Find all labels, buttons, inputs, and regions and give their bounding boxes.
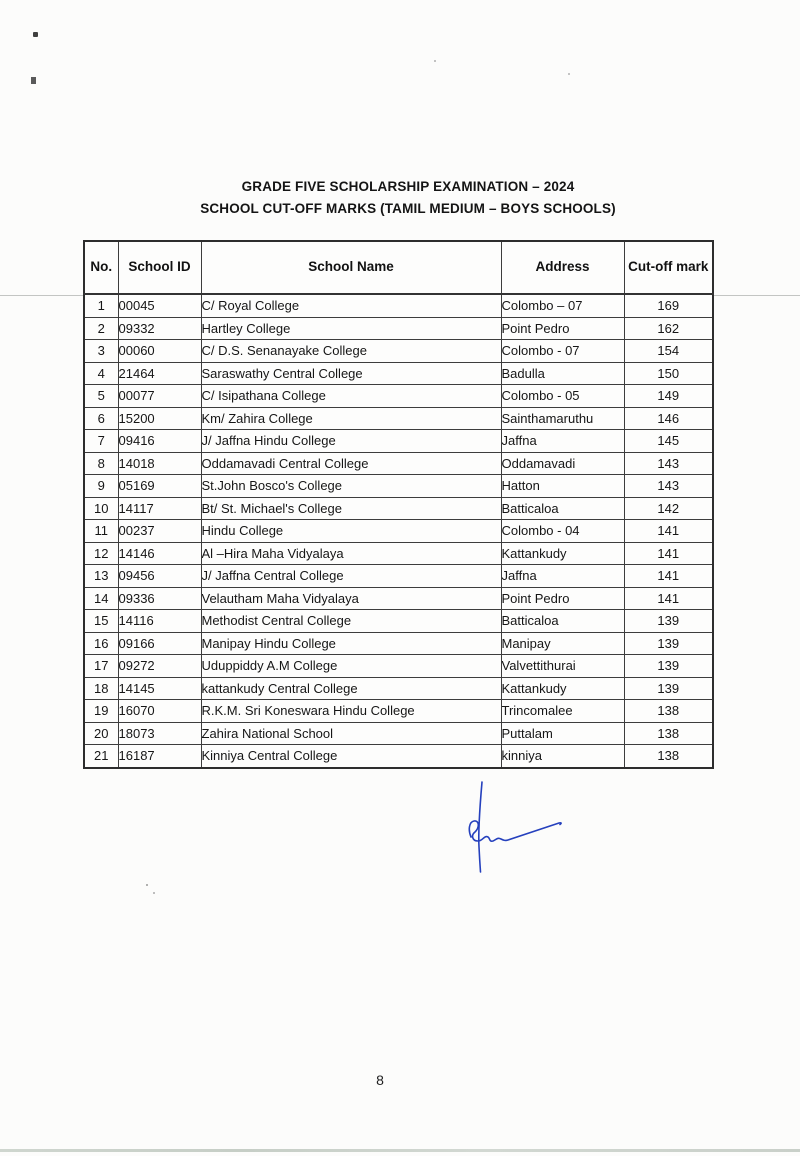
table-row <box>84 340 713 363</box>
cell-school-name: Hartley College <box>201 317 501 340</box>
cell-school-id: 09332 <box>118 317 201 340</box>
cell-cutoff-mark: 141 <box>624 542 713 565</box>
cell-address: Colombo - 04 <box>501 520 624 543</box>
cell-school-id: 00045 <box>118 294 201 317</box>
table-row <box>84 542 713 565</box>
cell-school-name: J/ Jaffna Central College <box>201 565 501 588</box>
cell-address: Oddamavadi <box>501 452 624 475</box>
cell-cutoff-mark: 139 <box>624 677 713 700</box>
signature-stroke-vertical <box>479 782 482 872</box>
cell-school-id: 14018 <box>118 452 201 475</box>
cell-address: Colombo - 05 <box>501 385 624 408</box>
cell-school-name: kattankudy Central College <box>201 677 501 700</box>
cell-school-name: C/ D.S. Senanayake College <box>201 340 501 363</box>
table-row <box>84 677 713 700</box>
table-row <box>84 745 713 768</box>
cell-school-name: C/ Isipathana College <box>201 385 501 408</box>
cell-school-id: 18073 <box>118 722 201 745</box>
cell-no: 21 <box>84 745 118 768</box>
cell-no: 19 <box>84 700 118 723</box>
header-address: Address <box>501 241 624 294</box>
scan-bottom-edge <box>0 1149 800 1152</box>
cell-address: Kattankudy <box>501 677 624 700</box>
table-row <box>84 497 713 520</box>
cell-school-name: Kinniya Central College <box>201 745 501 768</box>
table-header-row <box>84 241 713 294</box>
cell-no: 14 <box>84 587 118 610</box>
header-cutoff-mark: Cut-off mark <box>624 241 713 294</box>
cell-address: Manipay <box>501 632 624 655</box>
cell-school-id: 21464 <box>118 362 201 385</box>
cell-no: 3 <box>84 340 118 363</box>
cell-cutoff-mark: 150 <box>624 362 713 385</box>
cell-cutoff-mark: 169 <box>624 294 713 317</box>
cell-no: 13 <box>84 565 118 588</box>
cell-school-name: C/ Royal College <box>201 294 501 317</box>
cell-school-name: Al –Hira Maha Vidyalaya <box>201 542 501 565</box>
table-row <box>84 722 713 745</box>
cell-address: Sainthamaruthu <box>501 407 624 430</box>
cutoff-marks-table <box>83 240 714 769</box>
cell-address: Point Pedro <box>501 587 624 610</box>
cell-no: 4 <box>84 362 118 385</box>
cell-school-id: 09456 <box>118 565 201 588</box>
cell-no: 18 <box>84 677 118 700</box>
cell-address: Colombo - 07 <box>501 340 624 363</box>
cell-address: Hatton <box>501 475 624 498</box>
table-row <box>84 475 713 498</box>
cell-no: 16 <box>84 632 118 655</box>
cell-school-id: 14146 <box>118 542 201 565</box>
table-row <box>84 452 713 475</box>
table-row <box>84 294 713 317</box>
document-title-block <box>8 176 800 220</box>
cell-school-name: Hindu College <box>201 520 501 543</box>
cell-no: 5 <box>84 385 118 408</box>
cell-school-id: 09416 <box>118 430 201 453</box>
page-number: 8 <box>376 1072 384 1088</box>
cell-school-id: 16070 <box>118 700 201 723</box>
cell-cutoff-mark: 154 <box>624 340 713 363</box>
cell-school-id: 00077 <box>118 385 201 408</box>
cell-school-name: Zahira National School <box>201 722 501 745</box>
cell-address: kinniya <box>501 745 624 768</box>
table-row <box>84 565 713 588</box>
cell-no: 6 <box>84 407 118 430</box>
cell-school-name: R.K.M. Sri Koneswara Hindu College <box>201 700 501 723</box>
cell-cutoff-mark: 139 <box>624 655 713 678</box>
cell-school-name: Manipay Hindu College <box>201 632 501 655</box>
cell-cutoff-mark: 138 <box>624 700 713 723</box>
table-row <box>84 407 713 430</box>
cell-no: 17 <box>84 655 118 678</box>
document-subtitle: SCHOOL CUT-OFF MARKS (TAMIL MEDIUM – BOYS SCHOOLS) <box>200 201 616 216</box>
cell-no: 12 <box>84 542 118 565</box>
cell-school-name: Velautham Maha Vidyalaya <box>201 587 501 610</box>
scan-speck <box>153 892 155 894</box>
document-title: GRADE FIVE SCHOLARSHIP EXAMINATION – 2024 <box>241 179 575 194</box>
cell-no: 15 <box>84 610 118 633</box>
cell-school-id: 14145 <box>118 677 201 700</box>
cell-school-name: Saraswathy Central College <box>201 362 501 385</box>
table-row <box>84 430 713 453</box>
cell-address: Jaffna <box>501 565 624 588</box>
cell-school-name: Km/ Zahira College <box>201 407 501 430</box>
cell-cutoff-mark: 141 <box>624 565 713 588</box>
header-school-id: School ID <box>118 241 201 294</box>
cell-address: Jaffna <box>501 430 624 453</box>
cell-school-id: 15200 <box>118 407 201 430</box>
scan-speck <box>434 60 436 62</box>
table-row <box>84 362 713 385</box>
cell-school-id: 16187 <box>118 745 201 768</box>
cell-school-name: J/ Jaffna Hindu College <box>201 430 501 453</box>
cell-address: Trincomalee <box>501 700 624 723</box>
cell-no: 8 <box>84 452 118 475</box>
cell-cutoff-mark: 139 <box>624 632 713 655</box>
cell-cutoff-mark: 138 <box>624 722 713 745</box>
cell-school-id: 14117 <box>118 497 201 520</box>
cell-address: Batticaloa <box>501 497 624 520</box>
cell-cutoff-mark: 162 <box>624 317 713 340</box>
header-school-name: School Name <box>201 241 501 294</box>
table-row <box>84 700 713 723</box>
cell-no: 2 <box>84 317 118 340</box>
table-row <box>84 610 713 633</box>
cell-address: Puttalam <box>501 722 624 745</box>
cell-school-id: 05169 <box>118 475 201 498</box>
cell-no: 1 <box>84 294 118 317</box>
table-row <box>84 385 713 408</box>
table-row <box>84 520 713 543</box>
cell-address: Colombo – 07 <box>501 294 624 317</box>
cell-school-id: 00060 <box>118 340 201 363</box>
cell-school-id: 09166 <box>118 632 201 655</box>
table-row <box>84 632 713 655</box>
scan-speck <box>31 77 36 84</box>
cell-address: Point Pedro <box>501 317 624 340</box>
signature-ink <box>455 775 575 880</box>
cell-cutoff-mark: 138 <box>624 745 713 768</box>
cell-cutoff-mark: 142 <box>624 497 713 520</box>
cell-school-id: 14116 <box>118 610 201 633</box>
cell-cutoff-mark: 139 <box>624 610 713 633</box>
cell-cutoff-mark: 143 <box>624 475 713 498</box>
header-no: No. <box>84 241 118 294</box>
cell-no: 9 <box>84 475 118 498</box>
cell-address: Kattankudy <box>501 542 624 565</box>
cell-no: 10 <box>84 497 118 520</box>
cell-no: 20 <box>84 722 118 745</box>
cell-cutoff-mark: 145 <box>624 430 713 453</box>
cell-cutoff-mark: 141 <box>624 520 713 543</box>
scan-speck <box>146 884 148 886</box>
cell-address: Badulla <box>501 362 624 385</box>
cell-school-name: Methodist Central College <box>201 610 501 633</box>
scan-speck <box>568 73 570 75</box>
cell-cutoff-mark: 141 <box>624 587 713 610</box>
cell-no: 7 <box>84 430 118 453</box>
cell-school-name: St.John Bosco's College <box>201 475 501 498</box>
cell-address: Valvettithurai <box>501 655 624 678</box>
cell-school-name: Bt/ St. Michael's College <box>201 497 501 520</box>
cell-school-id: 09272 <box>118 655 201 678</box>
cell-school-name: Uduppiddy A.M College <box>201 655 501 678</box>
cell-no: 11 <box>84 520 118 543</box>
cell-school-id: 09336 <box>118 587 201 610</box>
table-row <box>84 587 713 610</box>
cell-school-name: Oddamavadi Central College <box>201 452 501 475</box>
cell-cutoff-mark: 143 <box>624 452 713 475</box>
table-row <box>84 655 713 678</box>
signature-stroke-scribble <box>469 821 561 841</box>
table-row <box>84 317 713 340</box>
cell-address: Batticaloa <box>501 610 624 633</box>
cell-cutoff-mark: 146 <box>624 407 713 430</box>
cell-school-id: 00237 <box>118 520 201 543</box>
cell-cutoff-mark: 149 <box>624 385 713 408</box>
scan-speck <box>33 32 38 37</box>
